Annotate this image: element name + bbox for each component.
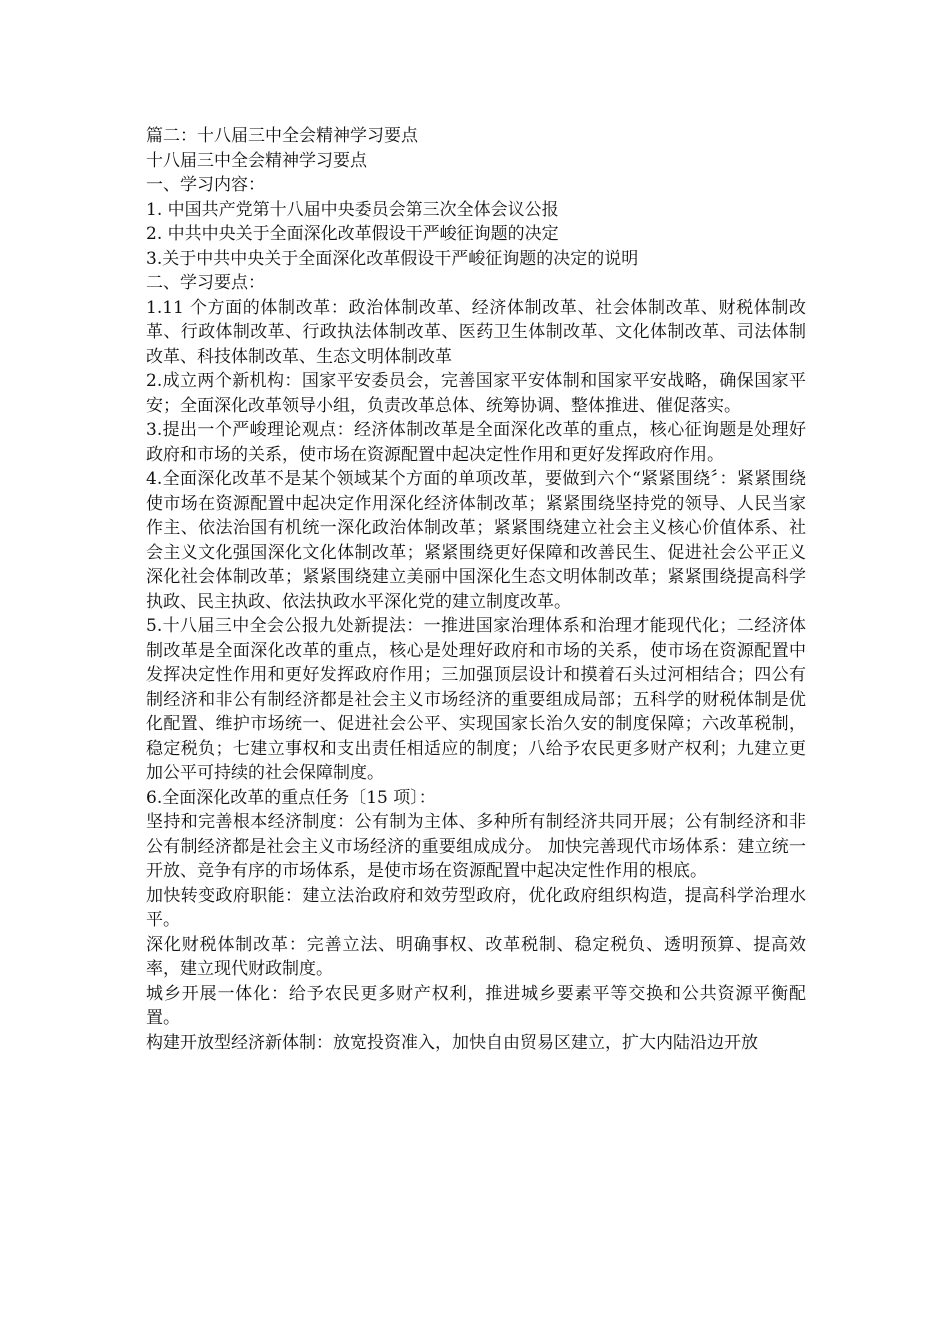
paragraph: 4.全面深化改革不是某个领域某个方面的单项改革，要做到六个“紧紧围绕〞：紧紧围绕使市场在资源配置中起决定作用深化经济体制改革；紧紧围绕坚持党的领导、人民当家作主、依法治国有机统一深化政治体制改革；紧紧围绕建立社会主义核心价值体系、社会主义文化强国深化文化体制改革；紧紧围绕更好保障和改善民生、促进社会公平正义深化社会体制改革；紧紧围绕建立美丽中国深化生态文明体制改革；紧紧围绕提高科学执政、民主执政、依法执政水平深化党的建立制度改革。 <box>146 469 806 612</box>
paragraph: 3.提出一个严峻理论观点：经济体制改革是全面深化改革的重点，核心征询题是处理好政府和市场的关系，使市场在资源配置中起决定性作用和更好发挥政府作用。 <box>146 420 806 465</box>
document-body <box>146 124 806 1055</box>
paragraph: 1.11 个方面的体制改革：政治体制改革、经济体制改革、社会体制改革、财税体制改革、行政体制改革、行政执法体制改革、医药卫生体制改革、文化体制改革、司法体制改革、科技体制改革、生态文明体制改革 <box>146 297 806 367</box>
paragraph: 城乡开展一体化：给予农民更多财产权利，推进城乡要素平等交换和公共资源平衡配置。 <box>146 983 806 1028</box>
section-heading: 一、学习内容： <box>146 175 265 195</box>
paragraph: 深化财税体制改革：完善立法、明确事权、改革税制、稳定税负、透明预算、提高效率，建立现代财政制度。 <box>146 934 806 979</box>
list-item: 2. 中共中央关于全面深化改革假设干严峻征询题的决定 <box>146 224 559 244</box>
paragraph: 构建开放型经济新体制：放宽投资准入，加快自由贸易区建立，扩大内陆沿边开放 <box>146 1032 758 1053</box>
paragraph: 6.全面深化改革的重点任务〔15 项〕： <box>146 787 436 808</box>
section-heading: 二、学习要点： <box>146 273 265 293</box>
section-title: 篇二：十八届三中全会精神学习要点 <box>146 126 418 146</box>
list-item: 3.关于中共中央关于全面深化改革假设干严峻征询题的决定的说明 <box>146 248 639 269</box>
document-title: 十八届三中全会精神学习要点 <box>146 150 367 171</box>
list-item: 1. 中国共产党第十八届中央委员会第三次全体会议公报 <box>146 199 559 220</box>
paragraph: 2.成立两个新机构：国家平安委员会，完善国家平安体制和国家平安战略，确保国家平安；全面深化改革领导小组，负责改革总体、统筹协调、整体推进、催促落实。 <box>146 371 806 416</box>
paragraph: 加快转变政府职能：建立法治政府和效劳型政府，优化政府组织构造，提高科学治理水平。 <box>146 885 806 930</box>
paragraph: 坚持和完善根本经济制度：公有制为主体、多种所有制经济共同开展；公有制经济和非公有制经济都是社会主义市场经济的重要组成成分。 加快完善现代市场体系：建立统一开放、竞争有序的市场体系，是使市场在资源配置中起决定性作用的根底。 <box>146 812 806 881</box>
paragraph: 5.十八届三中全会公报九处新提法：一推进国家治理体系和治理才能现代化；二经济体制改革是全面深化改革的重点，核心是处理好政府和市场的关系，使市场在资源配置中发挥决定性作用和更好发挥政府作用；三加强顶层设计和摸着石头过河相结合；四公有制经济和非公有制经济都是社会主义市场经济的重要组成局部；五科学的财税体制是优化配置、维护市场统一、促进社会公平、实现国家长治久安的制度保障；六改革税制，稳定税负；七建立事权和支出责任相适应的制度；八给予农民更多财产权利；九建立更加公平可持续的社会保障制度。 <box>146 616 806 783</box>
